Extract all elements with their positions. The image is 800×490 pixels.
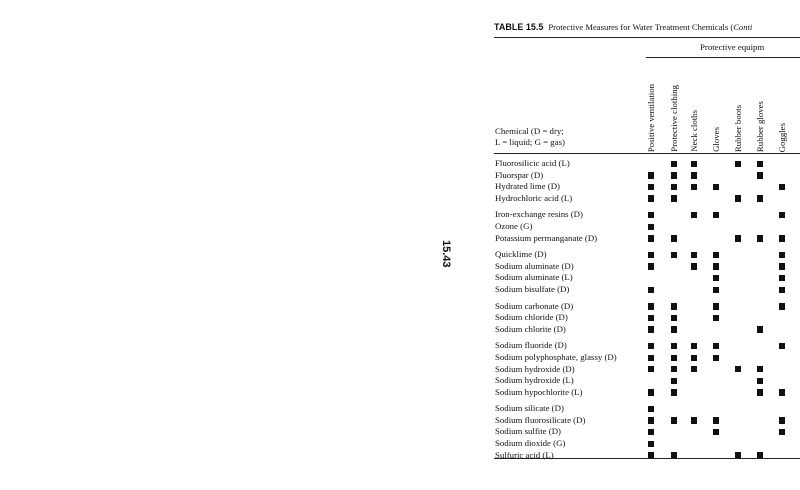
mark-square	[757, 235, 763, 241]
chemical-name: Sodium hypochlorite (L)	[495, 386, 583, 397]
chemical-name: Sodium hydroxide (L)	[495, 375, 574, 386]
table-row	[495, 438, 800, 450]
mark-square	[779, 429, 785, 435]
column-header-rubber-gloves: Rubber gloves	[755, 100, 765, 152]
mark-square	[648, 417, 654, 423]
mark-square	[671, 366, 677, 372]
mark-square	[671, 252, 677, 258]
chemical-name: Sodium chlorite (D)	[495, 323, 566, 334]
chemical-name: Sodium fluoride (D)	[495, 340, 567, 351]
mark-square	[648, 315, 654, 321]
header-bottom-rule	[494, 153, 800, 154]
chemical-name: Quicklime (D)	[495, 249, 547, 260]
mark-square	[691, 355, 697, 361]
mark-square	[671, 161, 677, 167]
table-bottom-rule	[494, 458, 800, 459]
mark-square	[757, 326, 763, 332]
mark-square	[648, 172, 654, 178]
mark-square	[691, 184, 697, 190]
column-header-positive-ventilation: Positive ventilation	[646, 83, 656, 152]
mark-square	[779, 343, 785, 349]
table-row	[495, 312, 800, 324]
page-number: 15.43	[440, 240, 452, 268]
table-row	[495, 340, 800, 352]
mark-square	[671, 326, 677, 332]
mark-square	[671, 378, 677, 384]
mark-square	[648, 441, 654, 447]
mark-square	[713, 212, 719, 218]
chemical-name: Potassium permanganate (D)	[495, 232, 598, 243]
mark-square	[757, 378, 763, 384]
mark-square	[671, 389, 677, 395]
chemical-name: Sodium sulfite (D)	[495, 426, 561, 437]
mark-square	[713, 315, 719, 321]
mark-square	[671, 172, 677, 178]
table-row	[495, 284, 800, 296]
mark-square	[779, 252, 785, 258]
protective-equipment-heading: Protective equipm	[700, 42, 765, 52]
mark-square	[713, 263, 719, 269]
table-row	[495, 375, 800, 387]
mark-square	[779, 235, 785, 241]
mark-square	[757, 161, 763, 167]
mark-square	[648, 406, 654, 412]
mark-square	[757, 389, 763, 395]
mark-square	[757, 366, 763, 372]
chemical-name: Sodium silicate (D)	[495, 403, 564, 414]
chemical-name: Sodium hydroxide (D)	[495, 363, 575, 374]
chemical-name: Fluorosilicic acid (L)	[495, 158, 570, 168]
mark-square	[671, 417, 677, 423]
mark-square	[691, 252, 697, 258]
mark-square	[713, 417, 719, 423]
table-row	[495, 170, 800, 182]
column-header-neck-cloths: Neck cloths	[689, 110, 699, 152]
mark-square	[671, 303, 677, 309]
mark-square	[713, 287, 719, 293]
mark-square	[691, 161, 697, 167]
chemical-name: Sodium chloride (D)	[495, 312, 568, 323]
mark-square	[779, 417, 785, 423]
table-row	[495, 403, 800, 415]
chemical-name: Fluorspar (D)	[495, 169, 544, 180]
mark-square	[671, 343, 677, 349]
column-header-rubber-boots: Rubber boots	[733, 104, 743, 152]
mark-square	[713, 429, 719, 435]
mark-square	[691, 366, 697, 372]
table-row	[495, 426, 800, 438]
chemical-header-line-1: Chemical (D = dry;	[495, 126, 564, 136]
mark-square	[735, 235, 741, 241]
table-caption	[494, 22, 800, 32]
mark-square	[779, 303, 785, 309]
chemical-name: Hydrochloric acid (L)	[495, 192, 573, 203]
mark-square	[757, 172, 763, 178]
mark-square	[648, 184, 654, 190]
mark-square	[671, 235, 677, 241]
table-row	[495, 209, 800, 221]
mark-square	[713, 252, 719, 258]
mark-square	[648, 355, 654, 361]
chemical-name: Iron-exchange resins (D)	[495, 209, 583, 220]
mark-square	[648, 303, 654, 309]
chemical-name: Sodium aluminate (L)	[495, 272, 573, 283]
mark-square	[779, 275, 785, 281]
mark-square	[648, 326, 654, 332]
chemical-column-header	[495, 126, 565, 148]
row-group	[495, 249, 800, 295]
row-group	[495, 403, 800, 461]
mark-square	[648, 287, 654, 293]
table-title: Protective Measures for Water Treatment Chemicals (	[548, 22, 734, 32]
mark-square	[757, 195, 763, 201]
mark-square	[713, 184, 719, 190]
table-row	[495, 193, 800, 205]
row-group	[495, 209, 800, 244]
mark-square	[648, 343, 654, 349]
mark-square	[671, 195, 677, 201]
mark-square	[713, 303, 719, 309]
mark-square	[691, 417, 697, 423]
chemical-name: Hydrated lime (D)	[495, 181, 560, 192]
chemical-name: Sodium dioxide (G)	[495, 438, 566, 449]
table-row	[495, 324, 800, 336]
mark-square	[648, 224, 654, 230]
table-row	[495, 261, 800, 273]
protective-equipment-rule	[646, 57, 800, 58]
mark-square	[779, 184, 785, 190]
column-header-protective-clothing: Protective clothing	[669, 85, 679, 152]
table-title-continued: Conti	[733, 22, 753, 32]
mark-square	[648, 263, 654, 269]
mark-square	[648, 366, 654, 372]
mark-square	[735, 161, 741, 167]
mark-square	[671, 315, 677, 321]
mark-square	[648, 429, 654, 435]
mark-square	[691, 212, 697, 218]
column-header-gloves: Gloves	[711, 127, 721, 152]
chemical-name: Ozone (G)	[495, 220, 533, 231]
mark-square	[671, 184, 677, 190]
mark-square	[648, 389, 654, 395]
table-row	[495, 249, 800, 261]
chemical-name: Sodium fluorosilicate (D)	[495, 414, 586, 425]
chemical-name: Sodium carbonate (D)	[495, 300, 574, 311]
chemical-name: Sodium polyphosphate, glassy (D)	[495, 351, 617, 362]
row-group	[495, 158, 800, 204]
table-row	[495, 387, 800, 399]
table-row	[495, 415, 800, 427]
mark-square	[648, 235, 654, 241]
mark-square	[779, 212, 785, 218]
mark-square	[735, 366, 741, 372]
table-row	[495, 450, 800, 462]
table-row	[495, 364, 800, 376]
chemical-header-line-2: L = liquid; G = gas)	[495, 137, 565, 147]
mark-square	[713, 275, 719, 281]
table-row	[495, 352, 800, 364]
table-row	[495, 181, 800, 193]
chemical-name: Sulfuric acid (L)	[495, 449, 554, 460]
mark-square	[691, 172, 697, 178]
column-header-goggles: Goggles	[777, 122, 787, 152]
mark-square	[648, 212, 654, 218]
mark-square	[779, 287, 785, 293]
chemical-name: Sodium bisulfate (D)	[495, 283, 570, 294]
mark-square	[691, 263, 697, 269]
table-row	[495, 301, 800, 313]
mark-square	[735, 195, 741, 201]
row-group	[495, 340, 800, 398]
mark-square	[648, 195, 654, 201]
table-row	[495, 158, 800, 170]
mark-square	[779, 389, 785, 395]
mark-square	[648, 252, 654, 258]
mark-square	[713, 343, 719, 349]
chemical-name: Sodium aluminate (D)	[495, 260, 574, 271]
table-row	[495, 272, 800, 284]
table-top-rule	[494, 37, 800, 38]
table-body	[495, 158, 800, 466]
mark-square	[691, 343, 697, 349]
mark-square	[713, 355, 719, 361]
table-row	[495, 221, 800, 233]
mark-square	[671, 355, 677, 361]
mark-square	[779, 263, 785, 269]
table-number: TABLE 15.5	[494, 22, 544, 32]
table-row	[495, 233, 800, 245]
row-group	[495, 301, 800, 336]
